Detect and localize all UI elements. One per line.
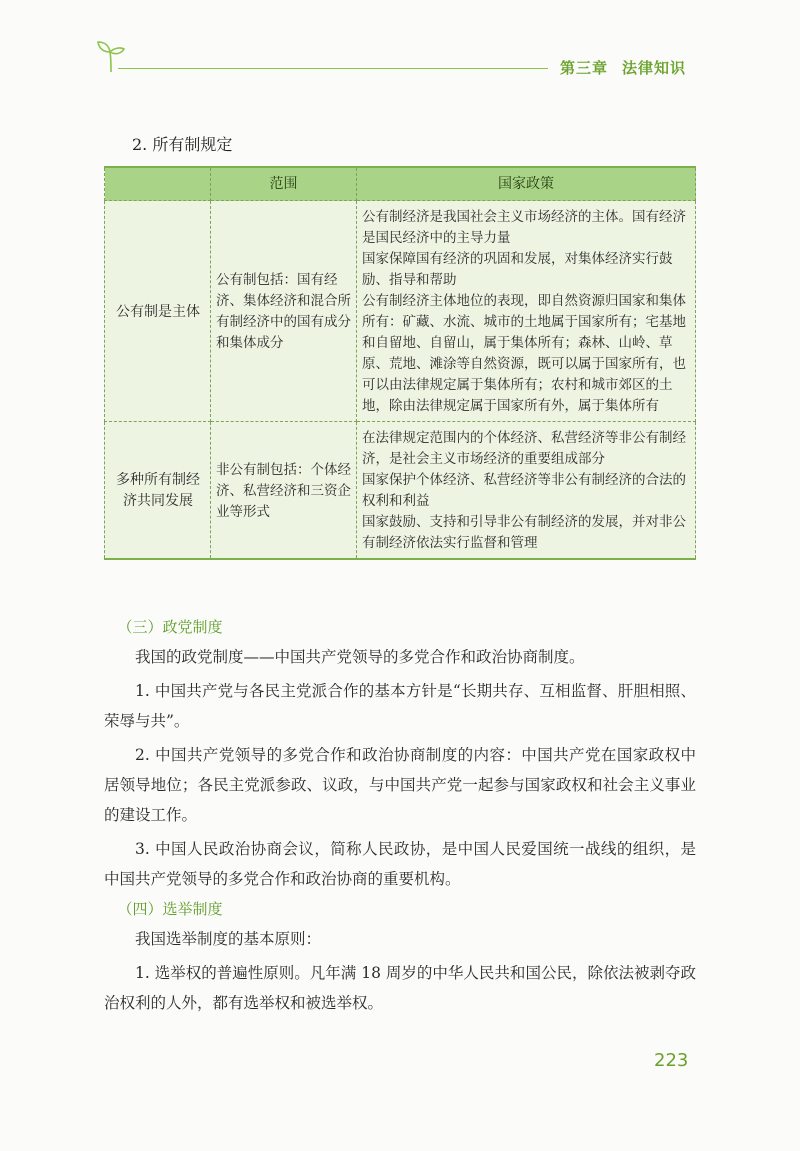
party-item-1: 1. 中国共产党与各民主党派合作的基本方针是“长期共存、互相监督、肝胆相照、荣辱与共”。 <box>104 682 696 730</box>
chapter-number: 第三章 <box>560 59 609 77</box>
header-cell-policy: 国家政策 <box>357 167 696 201</box>
party-system-heading: （三）政党制度 <box>117 618 223 636</box>
policy-item: 公有制经济主体地位的表现，即自然资源归国家和集体所有：矿藏、水流、城市的土地属于国家所有；宅基地和自留地、自留山，属于集体所有；森林、山岭、草原、荒地、滩涂等自然资源，既可以属于国家所有，也可以由法律规定属于集体所有；农村和城市郊区的土地，除由法律规定属于国家所有外，属于集体所有 <box>362 293 686 414</box>
row-policies <box>357 422 696 560</box>
page-header <box>0 0 800 90</box>
party-item-2: 2. 中国共产党领导的多党合作和政治协商制度的内容：中国共产党在国家政权中居领导地位；各民主党派参政、议政，与中国共产党一起参与国家政权和社会主义事业的建设工作。 <box>104 746 696 824</box>
row-label: 公有制是主体 <box>105 201 211 422</box>
ownership-table <box>104 166 696 560</box>
chapter-title: 法律知识 <box>622 59 687 77</box>
election-intro: 我国选举制度的基本原则： <box>135 930 322 948</box>
page-number: 223 <box>654 1050 689 1071</box>
party-system-intro: 我国的政党制度——中国共产党领导的多党合作和政治协商制度。 <box>135 648 585 666</box>
row-label: 多种所有制经济共同发展 <box>105 422 211 560</box>
chapter-label <box>560 57 700 78</box>
election-item-1: 1. 选举权的普遍性原则。凡年满 18 周岁的中华人民共和国公民，除依法被剥夺政治权利的人外，都有选举权和被选举权。 <box>104 964 696 1012</box>
policy-item: 公有制经济是我国社会主义市场经济的主体。国有经济是国民经济中的主导力量 <box>362 209 686 246</box>
header-cell-scope: 范围 <box>211 167 357 201</box>
party-item-3: 3. 中国人民政治协商会议，简称人民政协，是中国人民爱国统一战线的组织，是中国共产党领导的多党合作和政治协商的重要机构。 <box>104 840 696 888</box>
section-heading: 2. 所有制规定 <box>132 135 233 154</box>
body-text <box>104 612 696 1018</box>
policy-item: 国家鼓励、支持和引导非公有制经济的发展，并对非公有制经济依法实行监督和管理 <box>362 514 686 551</box>
election-system-heading: （四）选举制度 <box>117 900 223 918</box>
table-row <box>105 422 696 560</box>
policy-item: 国家保障国有经济的巩固和发展，对集体经济实行鼓励、指导和帮助 <box>362 251 673 288</box>
policy-item: 在法律规定范围内的个体经济、私营经济等非公有制经济，是社会主义市场经济的重要组成部分 <box>362 430 686 467</box>
table-row <box>105 201 696 422</box>
row-policies <box>357 201 696 422</box>
table-header-row <box>105 167 696 201</box>
row-scope: 公有制包括：国有经济、集体经济和混合所有制经济中的国有成分和集体成分 <box>211 201 357 422</box>
header-cell-empty <box>105 167 211 201</box>
policy-item: 国家保护个体经济、私营经济等非公有制经济的合法的权利和利益 <box>362 472 686 509</box>
row-scope: 非公有制包括：个体经济、私营经济和三资企业等形式 <box>211 422 357 560</box>
header-rule <box>118 68 548 69</box>
